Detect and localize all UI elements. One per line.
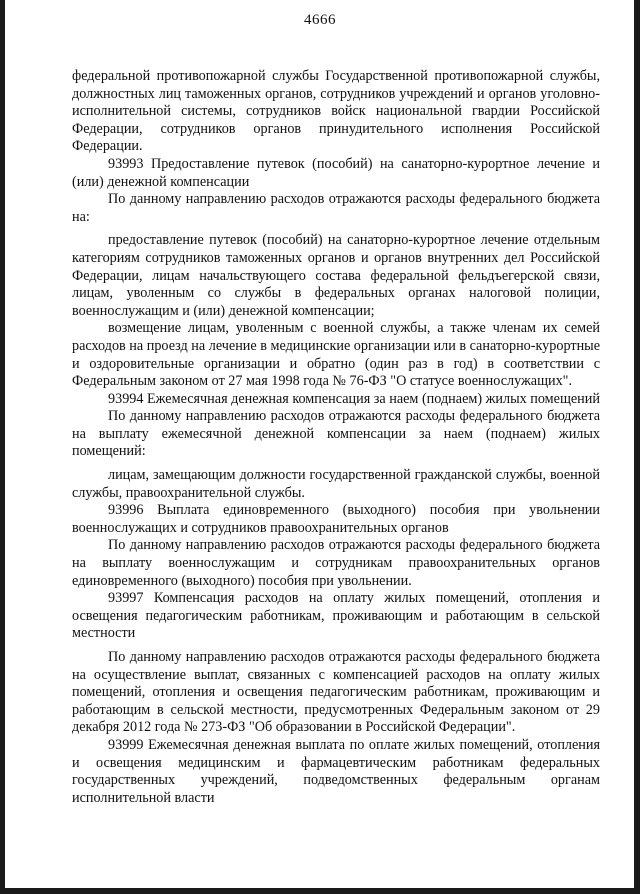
document-body — [72, 68, 600, 807]
paragraph: федеральной противопожарной службы Государственной противопожарной службы, должностных лиц таможенных органов, сотрудников учреждений и органов уголовно-исполнительной системы, сотрудников войск национальной гвардии Российской Федерации, сотрудников органов принудительного исполнения Российской Федерации. — [72, 68, 600, 155]
section-heading: 93994 Ежемесячная денежная компенсация за наем (поднаем) жилых помещений — [108, 390, 600, 407]
section-heading: 93997 Компенсация расходов на оплату жилых помещений, отопления и освещения педагогическим работникам, проживающим и работающим в сельской местности — [72, 590, 600, 642]
paragraph: По данному направлению расходов отражаются расходы федерального бюджета на: — [72, 191, 600, 225]
paragraph: предоставление путевок (пособий) на санаторно-курортное лечение отдельным категориям сотрудников таможенных органов и органов внутренних дел Российской Федерации, лицам начальствующего состава федеральной фельдъегерской связи, лицам, уволенным со службы в федеральных органах налоговой полиции, военнослужащим и (или) денежной компенсации; — [72, 232, 600, 319]
paragraph: По данному направлению расходов отражаются расходы федерального бюджета на выплату военнослужащим и сотрудникам правоохранительных органов единовременного (выходного) пособия при увольнении. — [72, 537, 600, 589]
section-heading: 93999 Ежемесячная денежная выплата по оплате жилых помещений, отопления и освещения медицинским и фармацевтическим работникам федеральных государственных учреждений, подведомственных федеральным органам исполнительной власти — [72, 736, 600, 806]
paragraph: По данному направлению расходов отражаются расходы федерального бюджета на выплату ежемесячной денежной компенсации за наем (поднаем) жилых помещений: — [72, 408, 600, 460]
scan-edge-right — [634, 0, 640, 894]
scan-edge-bottom — [0, 888, 640, 894]
paragraph: По данному направлению расходов отражаются расходы федерального бюджета на осуществление выплат, связанных с компенсацией расходов на оплату жилых помещений, отопления и освещения педагогическим работникам, проживающим и работающим в сельской местности, предусмотренных Федеральным законом от 29 декабря 2012 года № 273-ФЗ "Об образовании в Российской Федерации". — [72, 649, 600, 736]
section-heading: 93993 Предоставление путевок (пособий) на санаторно-курортное лечение и (или) денежной компенсации — [72, 155, 600, 190]
paragraph: лицам, замещающим должности государственной гражданской службы, военной службы, правоохранительной службы. — [72, 467, 600, 501]
section-heading: 93996 Выплата единовременного (выходного) пособия при увольнении военнослужащих и сотрудников правоохранительных органов — [72, 502, 600, 536]
scan-edge-left — [0, 0, 5, 894]
paragraph: возмещение лицам, уволенным с военной службы, а также членам их семей расходов на проезд на лечение в медицинские организации или в санаторно-курортные и оздоровительные организации и обратно (один раз в год) в соответствии с Федеральным законом от 27 мая 1998 года № 76-ФЗ "О статусе военнослужащих". — [72, 320, 600, 390]
page-number: 4666 — [304, 12, 336, 28]
